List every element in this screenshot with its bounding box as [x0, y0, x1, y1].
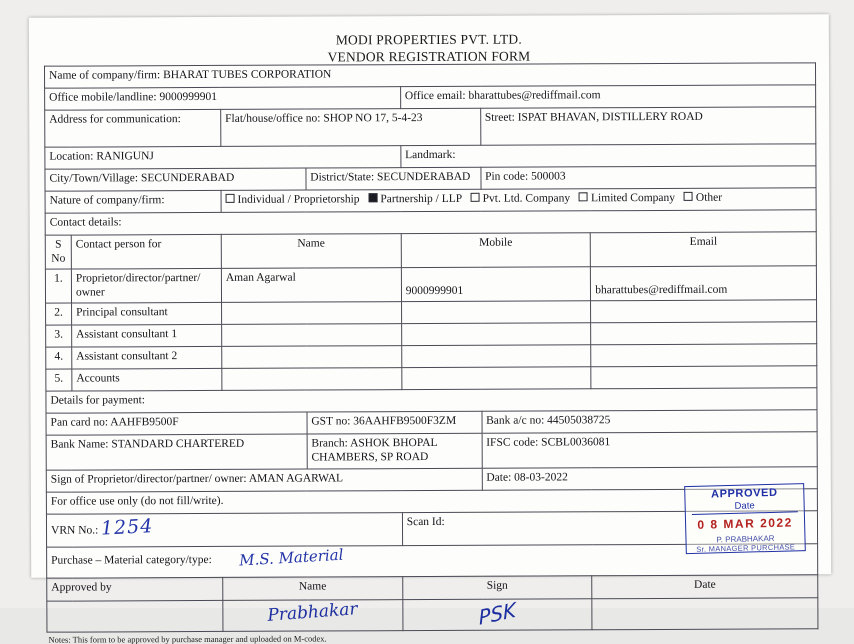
proprietor-sign-value: AMAN AGARWAL [249, 472, 343, 484]
contact-mobile-3[interactable] [401, 322, 591, 345]
stamp-date-value: 0 8 MAR 2022 [686, 515, 804, 532]
nature-option-pvtltd-label: Pvt. Ltd. Company [483, 192, 571, 204]
contact-role-5: Accounts [72, 368, 222, 391]
row-address [45, 107, 816, 147]
contact-email-2[interactable] [591, 299, 817, 322]
contact-mobile-4[interactable] [401, 344, 591, 367]
contact-email-3[interactable] [591, 321, 817, 344]
address-value-cell[interactable] [221, 108, 481, 146]
contact-sno-1: 1. [45, 269, 71, 303]
vendor-registration-form-sheet [29, 14, 831, 577]
contact-name-2[interactable] [221, 301, 401, 324]
stamp-date-label: Date [692, 499, 798, 515]
row-approval-header [47, 574, 818, 600]
company-header: MODI PROPERTIES PVT. LTD. [29, 30, 829, 50]
checkbox-pvtltd-icon[interactable] [471, 193, 480, 202]
email-label: Office email: [405, 90, 466, 102]
vrn-label: VRN No.: [51, 524, 98, 536]
row-bank-branch-ifsc [46, 431, 817, 469]
nature-option-limited[interactable] [579, 192, 678, 204]
approval-date-cell[interactable] [592, 597, 818, 629]
contacts-col-email: Email [590, 232, 816, 267]
vrn-cell[interactable] [46, 512, 402, 547]
district-label: District/State: [310, 171, 374, 183]
checkbox-partnership-icon[interactable] [368, 193, 377, 202]
street-cell[interactable] [480, 107, 816, 145]
approval-sign-cell[interactable] [403, 598, 593, 630]
contact-email-4[interactable] [591, 343, 817, 366]
contact-mobile-1[interactable]: 9000999901 [401, 267, 591, 302]
pan-label: Pan card no: [51, 416, 109, 428]
approved-by-label-cell [47, 577, 223, 601]
checkbox-limited-icon[interactable] [579, 192, 588, 201]
landmark-cell[interactable] [401, 144, 816, 168]
gst-label: GST no: [311, 415, 350, 427]
location-cell[interactable] [45, 146, 401, 170]
contact-sno-2: 2. [46, 303, 72, 325]
pincode-label: Pin code: [485, 171, 528, 183]
pincode-value: 500003 [531, 170, 566, 182]
location-label: Location: [49, 150, 93, 162]
contact-role-4: Assistant consultant 2 [72, 346, 222, 369]
row-approval-values [47, 597, 818, 631]
approval-name-value: Prabhakar [267, 599, 359, 627]
contacts-col-person-for: Contact person for [71, 234, 221, 268]
nature-label: Nature of company/firm: [50, 194, 165, 207]
nature-option-partnership[interactable] [368, 193, 464, 205]
address-value: Flat/house/office no: SHOP NO 17, 5-4-23 [225, 112, 422, 125]
contact-name-5[interactable] [222, 367, 402, 390]
nature-option-pvtltd[interactable] [471, 192, 573, 204]
nature-label-cell [45, 190, 221, 213]
gst-value: 36AAHFB9500F3ZM [353, 414, 456, 426]
approval-col-date: Date [592, 574, 818, 598]
district-value: SECUNDERABAD [377, 171, 470, 183]
contact-email-1[interactable]: bharattubes@rediffmail.com [591, 266, 817, 301]
purchase-category-label: Purchase – Material category/type: [51, 553, 212, 566]
branch-value: ASHOK BHOPAL CHAMBERS, SP ROAD [311, 436, 437, 463]
pincode-cell[interactable] [481, 166, 817, 189]
date-label: Date: [486, 471, 511, 483]
contact-mobile-5[interactable] [402, 366, 592, 389]
form-title: VENDOR REGISTRATION FORM [29, 47, 829, 67]
contact-name-4[interactable] [222, 345, 402, 368]
nature-option-individual-label: Individual / Proprietorship [237, 193, 359, 206]
bank-name-cell[interactable] [46, 434, 307, 470]
payment-section-label: Details for payment: [50, 394, 145, 406]
bank-account-cell[interactable] [482, 409, 818, 432]
pan-cell[interactable] [46, 412, 307, 435]
location-value: RANIGUNJ [96, 150, 154, 162]
email-value: bharattubes@rediffmail.com [468, 89, 600, 102]
contacts-col-name: Name [221, 234, 401, 269]
scan-id-label: Scan Id: [407, 515, 445, 527]
form-body [44, 62, 819, 644]
form-header [29, 14, 829, 67]
nature-option-partnership-label: Partnership / LLP [380, 193, 461, 205]
contacts-header-row [45, 232, 816, 269]
email-cell[interactable] [400, 85, 815, 109]
proprietor-sign-label: Sign of Proprietor/director/partner/ owner: [51, 472, 247, 485]
contact-sno-5: 5. [46, 369, 72, 391]
contact-details-label: Contact details: [50, 216, 122, 228]
table-row [45, 266, 816, 303]
contact-name-3[interactable] [222, 323, 402, 346]
approval-blank-cell[interactable] [47, 600, 223, 632]
approval-name-cell[interactable] [223, 599, 403, 631]
bank-account-label: Bank a/c no: [486, 414, 544, 426]
contact-sno-3: 3. [46, 325, 72, 347]
address-label-cell [45, 109, 221, 147]
approved-by-label: Approved by [51, 581, 111, 593]
address-label: Address for communication: [49, 113, 181, 126]
contact-role-2: Principal consultant [72, 302, 222, 325]
city-value: SECUNDERABAD [141, 172, 234, 184]
vrn-value: 1254 [101, 515, 154, 541]
district-cell[interactable] [306, 167, 481, 190]
proprietor-sign-cell[interactable] [46, 468, 482, 492]
nature-option-other-label: Other [696, 192, 722, 204]
form-notes: Notes: This form to be approved by purchase manager and uploaded on M-codex. [46, 629, 818, 644]
bank-name-label: Bank Name: [51, 438, 109, 450]
contact-mobile-2[interactable] [401, 300, 591, 323]
stamp-officer-role: Sr. MANAGER PURCHASE [687, 542, 805, 554]
pan-value: AAHFB9500F [110, 416, 178, 428]
ifsc-cell[interactable] [482, 431, 818, 467]
gst-cell[interactable] [307, 411, 482, 434]
branch-cell[interactable] [307, 433, 482, 469]
branch-label: Branch: [311, 437, 347, 449]
ifsc-value: SCBL0036081 [541, 436, 610, 448]
nature-option-individual[interactable] [225, 193, 362, 206]
nature-option-limited-label: Limited Company [591, 192, 675, 204]
approval-sign-value: PSK [478, 597, 517, 630]
bank-name-value: STANDARD CHARTERED [111, 437, 244, 450]
approval-stamp [684, 483, 806, 554]
nature-option-other[interactable] [684, 192, 722, 204]
mobile-label: Office mobile/landline: [49, 91, 156, 103]
company-name-value: BHARAT TUBES CORPORATION [163, 68, 331, 81]
mobile-cell[interactable] [45, 87, 401, 111]
approval-col-name: Name [223, 576, 403, 600]
street-value: Street: ISPAT BHAVAN, DISTILLERY ROAD [485, 111, 703, 124]
date-value: 08-03-2022 [514, 471, 568, 483]
purchase-category-value: M.S. Material [238, 545, 343, 570]
city-label: City/Town/Village: [49, 172, 138, 184]
ifsc-label: IFSC code: [486, 436, 538, 448]
contacts-col-sno: S No [45, 235, 71, 269]
checkbox-other-icon[interactable] [684, 192, 693, 201]
office-use-label: For office use only (do not fill/write). [51, 494, 224, 507]
stamp-title: APPROVED [685, 486, 803, 501]
contact-sno-4: 4. [46, 347, 72, 369]
nature-options-cell[interactable] [221, 188, 816, 213]
landmark-label: Landmark: [405, 149, 456, 161]
mobile-value: 9000999901 [159, 91, 217, 103]
contacts-col-mobile: Mobile [401, 233, 591, 268]
checkbox-individual-icon[interactable] [225, 194, 234, 203]
approval-col-sign: Sign [402, 575, 592, 599]
city-cell[interactable] [45, 168, 306, 191]
contact-name-1[interactable]: Aman Agarwal [221, 267, 401, 302]
stamp-officer-name: P. PRABHAKAR [686, 533, 804, 545]
bank-account-value: 44505038725 [547, 414, 610, 426]
contact-email-5[interactable] [591, 365, 817, 388]
contact-role-3: Assistant consultant 1 [72, 324, 222, 347]
contact-role-1: Proprietor/director/partner/ owner [71, 268, 221, 302]
company-name-label: Name of company/firm: [49, 69, 160, 81]
